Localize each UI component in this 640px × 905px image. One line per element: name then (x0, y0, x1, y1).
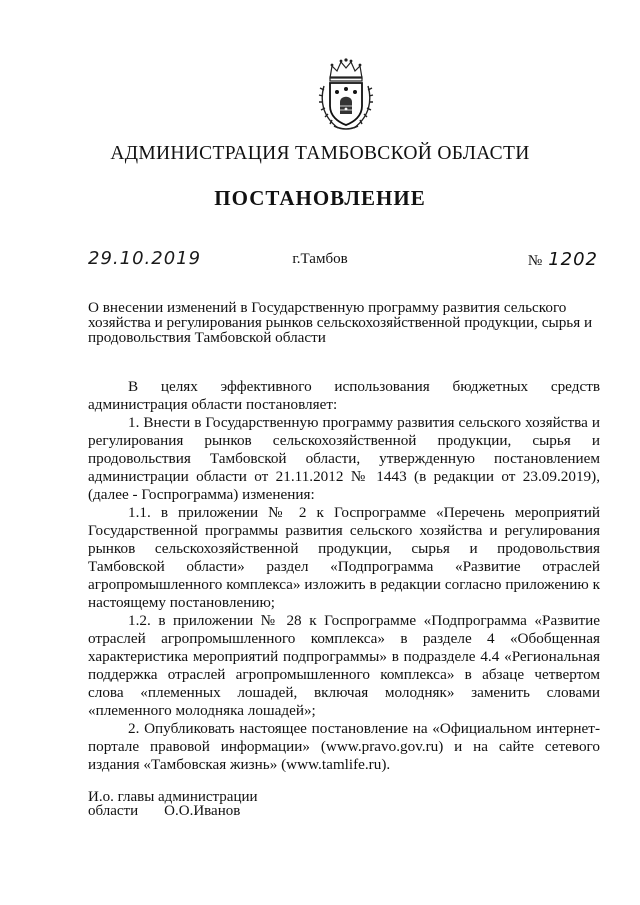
coat-of-arms-icon (316, 56, 376, 132)
number-label: № (527, 253, 543, 269)
number-value: 1202 (548, 249, 598, 270)
document-number (528, 249, 598, 270)
item-1-1-paragraph: 1.1. в приложении № 2 к Госпрограмме «Перечень мероприятий Государственной программы развития сельского хозяйства и регулирования рынков сельскохозяйственной продукции, сырья и продовольствия Тамбовской области» раздел «Подпрограмма «Развитие отраслей агропромышленного комплекса» изложить в редакции согласно приложению к настоящему постановлению; (88, 504, 600, 611)
preamble-paragraph: В целях эффективного использования бюджетных средств администрация области постановляет: (88, 378, 600, 413)
signature-position-line1: И.о. главы администрации (88, 789, 258, 805)
signature-position-line2: области (88, 803, 139, 819)
signature-row (88, 804, 258, 818)
document-subject: О внесении изменений в Государственную программу развития сельского хозяйства и регулирования рынков сельскохозяйственной продукции, сырья и продовольствия Тамбовской области (88, 299, 593, 346)
item-1-paragraph: 1. Внести в Государственную программу развития сельского хозяйства и регулирования рынков сельскохозяйственной продукции, сырья и продовольствия Тамбовской области, утвержденную постановлением администрации области от 21.11.2012 № 1443 (в редакции от 23.09.2019), (далее - Госпрограмма) изменения: (88, 414, 600, 503)
item-1-2-paragraph: 1.2. в приложении № 28 к Госпрограмме «Подпрограмма «Развитие отраслей агропромышленного комплекса» в разделе 4 «Обобщенная характеристика мероприятий подпрограммы» в подразделе 4.4 «Региональная поддержка отраслей агропромышленного комплекса» в абзаце четвертом слова «племенных лошадей, включая молодняк» заменить словами «племенного молодняка лошадей»; (88, 612, 600, 719)
organization-name: АДМИНИСТРАЦИЯ ТАМБОВСКОЙ ОБЛАСТИ (110, 143, 530, 164)
document-type-title: ПОСТАНОВЛЕНИЕ (214, 186, 426, 210)
signatory-name: О.О.Иванов (164, 803, 241, 819)
item-2-paragraph: 2. Опубликовать настоящее постановление на «Официальном интернет-портале правовой информации» (www.pravo.gov.ru) и на сайте сетевого издания «Тамбовская жизнь» (www.tamlife.ru). (88, 720, 600, 773)
signature-block (88, 790, 258, 818)
document-body (88, 378, 600, 774)
document-city: г.Тамбов (292, 251, 348, 267)
document-date: 29.10.2019 (88, 248, 202, 269)
